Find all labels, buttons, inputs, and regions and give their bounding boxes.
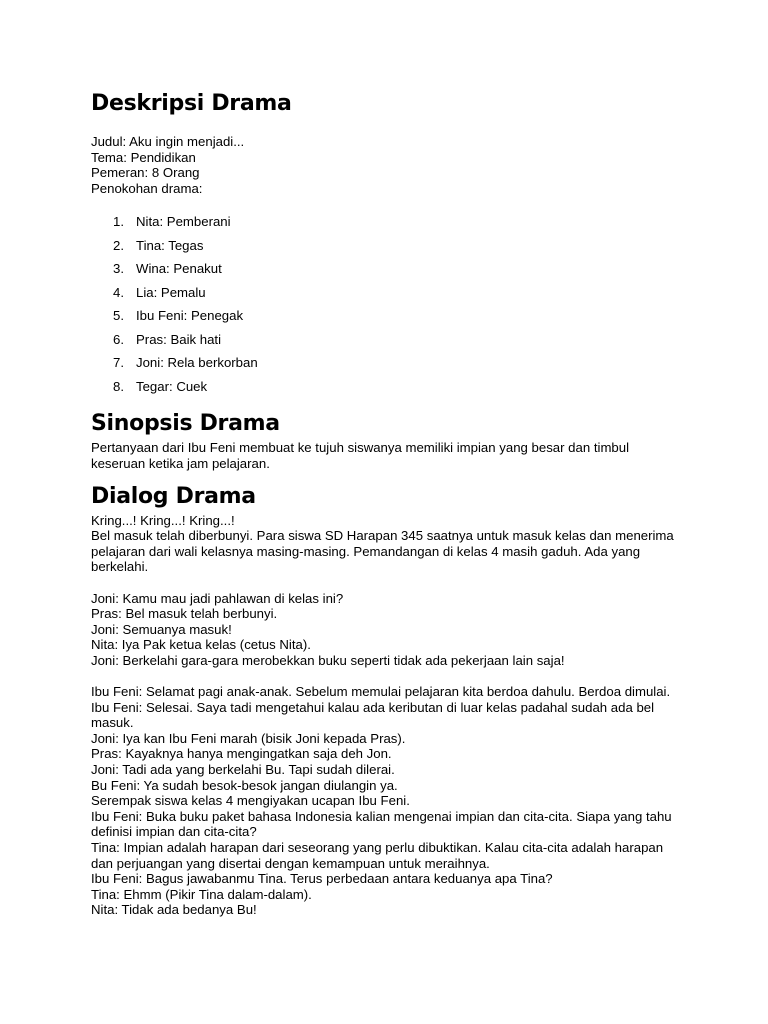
text-line: pelajaran dari wali kelasnya masing-masing. Pemandangan di kelas 4 masih gaduh. Ada yang <box>91 543 641 559</box>
dialog-line: Joni: Iya kan Ibu Feni marah (bisik Joni kepada Pras). <box>91 730 406 746</box>
cast-item <box>91 285 691 309</box>
text-line: keseruan ketika jam pelajaran. <box>91 455 270 471</box>
dialog-block-joni <box>91 591 691 669</box>
text-line: berkelahi. <box>91 559 149 575</box>
cast-number: 5. <box>113 308 124 324</box>
judul-line: Judul: Aku ingin menjadi... <box>91 134 245 149</box>
cast-item <box>91 261 691 285</box>
sinopsis-heading: Sinopsis Drama <box>91 411 280 437</box>
dialog-line: Ibu Feni: Buka buku paket bahasa Indonesia kalian mengenai impian dan cita-cita. Siapa yang tahu <box>91 808 672 824</box>
text-line: Pertanyaan dari Ibu Feni membuat ke tujuh siswanya memiliki impian yang besar dan timbul <box>91 440 630 456</box>
dialog-line: Joni: Kamu mau jadi pahlawan di kelas ini? <box>91 590 344 606</box>
dialog-line: Tina: Ehmm (Pikir Tina dalam-dalam). <box>91 886 312 902</box>
dialog-intro <box>91 513 691 575</box>
dialog-line: Ibu Feni: Bagus jawabanmu Tina. Terus perbedaan antara keduanya apa Tina? <box>91 871 553 887</box>
cast-item <box>91 355 691 379</box>
dialog-line: masuk. <box>91 715 134 731</box>
dialog-line: Nita: Tidak ada bedanya Bu! <box>91 902 257 918</box>
dialog-line: Joni: Berkelahi gara-gara merobekkan buku seperti tidak ada pekerjaan lain saja! <box>91 652 565 668</box>
dialog-line: Ibu Feni: Selesai. Saya tadi mengetahui kalau ada keributan di luar kelas padahal sudah ada bel <box>91 699 655 715</box>
cast-text: Nita: Pemberani <box>136 214 231 230</box>
cast-number: 2. <box>113 237 124 253</box>
pemeran-line: Pemeran: 8 Orang <box>91 165 200 181</box>
cast-number: 6. <box>113 331 124 347</box>
tema-line: Tema: Pendidikan <box>91 149 196 165</box>
cast-number: 4. <box>113 284 124 300</box>
drama-meta <box>91 134 691 196</box>
paragraph-gap <box>91 669 691 685</box>
deskripsi-heading: Deskripsi Drama <box>91 91 292 116</box>
paragraph-gap <box>91 575 691 591</box>
dialog-line: Joni: Tadi ada yang berkelahi Bu. Tapi sudah dilerai. <box>91 762 395 778</box>
dialog-line: Serempak siswa kelas 4 mengiyakan ucapan Ibu Feni. <box>91 793 410 809</box>
cast-text: Joni: Rela berkorban <box>136 355 258 371</box>
text-line: Kring...! Kring...! Kring...! <box>91 512 235 528</box>
cast-item <box>91 332 691 356</box>
dialog-line: definisi impian dan cita-cita? <box>91 824 257 840</box>
cast-text: Ibu Feni: Penegak <box>136 308 244 324</box>
sinopsis-text <box>91 440 691 471</box>
cast-item <box>91 379 691 403</box>
document-content <box>91 88 691 918</box>
dialog-line: Ibu Feni: Selamat pagi anak-anak. Sebelum memulai pelajaran kita berdoa dahulu. Berdoa dimulai. <box>91 684 671 700</box>
cast-text: Wina: Penakut <box>136 261 222 277</box>
cast-number: 7. <box>113 355 124 371</box>
cast-text: Tina: Tegas <box>136 237 204 253</box>
cast-text: Pras: Baik hati <box>136 331 222 347</box>
dialog-line: Nita: Iya Pak ketua kelas (cetus Nita). <box>91 637 311 653</box>
dialog-line: Tina: Impian adalah harapan dari seseorang yang perlu dibuktikan. Kalau cita-cita adalah harapan <box>91 840 664 856</box>
cast-item <box>91 238 691 262</box>
dialog-line: dan perjuangan yang disertai dengan kemampuan untuk meraihnya. <box>91 855 490 871</box>
cast-number: 8. <box>113 378 124 394</box>
cast-text: Tegar: Cuek <box>136 378 208 394</box>
cast-number: 3. <box>113 261 124 277</box>
cast-text: Lia: Pemalu <box>136 284 206 300</box>
cast-number: 1. <box>113 214 124 230</box>
dialog-line: Pras: Bel masuk telah berbunyi. <box>91 606 278 622</box>
cast-item <box>91 308 691 332</box>
text-line: Bel masuk telah diberbunyi. Para siswa SD Harapan 345 saatnya untuk masuk kelas dan menerima <box>91 528 674 544</box>
dialog-block-ibu-feni <box>91 684 691 918</box>
dialog-line: Pras: Kayaknya hanya mengingatkan saja deh Jon. <box>91 746 392 762</box>
penokohan-line: Penokohan drama: <box>91 180 203 196</box>
cast-list <box>91 214 691 402</box>
dialog-heading: Dialog Drama <box>91 483 256 509</box>
dialog-line: Bu Feni: Ya sudah besok-besok jangan diulangin ya. <box>91 777 398 793</box>
dialog-line: Joni: Semuanya masuk! <box>91 621 232 637</box>
cast-item <box>91 214 691 238</box>
